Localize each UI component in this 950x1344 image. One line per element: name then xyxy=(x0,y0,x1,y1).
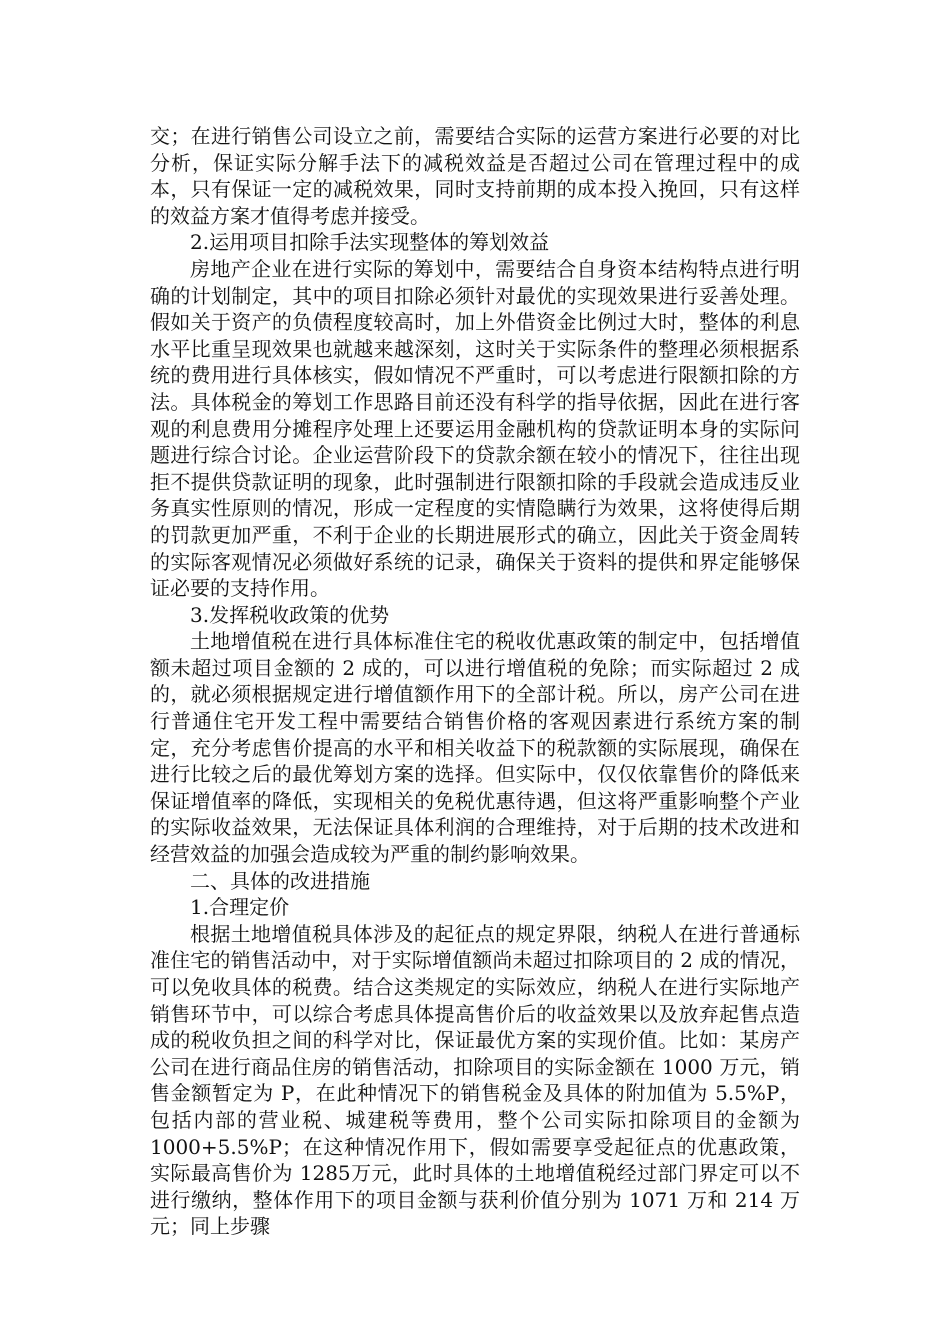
paragraph-continuation: 交；在进行销售公司设立之前，需要结合实际的运营方案进行必要的对比分析，保证实际分解手法下的减税效益是否超过公司在管理过程中的成本，只有保证一定的减税效果，同时支持前期的成本投入挽回，只有这样的效益方案才值得考虑并接受。 xyxy=(150,124,800,228)
paragraph-reasonable-pricing: 根据土地增值税具体涉及的起征点的规定界限，纳税人在进行普通标准住宅的销售活动中，对于实际增值额尚未超过扣除项目的 2 成的情况，可以免收具体的税费。结合这类规定的实际效应，纳税人在进行实际地产销售环节中，可以综合考虑具体提高售价后的收益效果以及放弃起售点造成的税收负担之间的科学对比，保证最优方案的实现价值。比如：某房产公司在进行商品住房的销售活动，扣除项目的实际金额在 1000 万元，销售金额暂定为 P，在此种情况下的销售税金及具体的附加值为 5.5%P，包括内部的营业税、城建税等费用，整个公司实际扣除项目的金额为 1000+5.5%P；在这种情况作用下，假如需要享受起征点的优惠政策，实际最高售价为 1285万元，此时具体的土地增值税经过部门界定可以不进行缴纳，整体作用下的项目金额与获利价值分别为 1071 万和 214 万元；同上步骤 xyxy=(150,921,800,1239)
chapter-heading-improvements: 二、具体的改进措施 xyxy=(190,868,370,893)
paragraph-tax-policy: 土地增值税在进行具体标准住宅的税收优惠政策的制定中，包括增值额未超过项目金额的 2 成的，可以进行增值税的免除；而实际超过 2 成的，就必须根据规定进行增值额作用下的全部计税。所以，房产公司在进行普通住宅开发工程中需要结合销售价格的客观因素进行系统方案的制定，充分考虑售价提高的水平和相关收益下的税款额的实际展现，确保在进行比较之后的最优筹划方案的选择。但实际中，仅仅依靠售价的降低来保证增值率的降低，实现相关的免税优惠待遇，但这将严重影响整个产业的实际收益效果，无法保证具体利润的合理维持，对于后期的技术改进和经营效益的加强会造成较为严重的制约影响效果。 xyxy=(150,629,800,867)
section-heading-2: 2.运用项目扣除手法实现整体的筹划效益 xyxy=(190,230,550,255)
paragraph-project-deduction: 房地产企业在进行实际的筹划中，需要结合自身资本结构特点进行明确的计划制定，其中的项目扣除必须针对最优的实现效果进行妥善处理。假如关于资产的负债程度较高时，加上外借资金比例过大时，整体的利息水平比重呈现效果也就越来越深刻，这时关于实际条件的整理必须根据系统的费用进行具体核实，假如情况不严重时，可以考虑进行限额扣除的方法。具体税金的筹划工作思路目前还没有科学的指导依据，因此在进行客观的利息费用分摊程序处理上还要运用金融机构的贷款证明本身的实际问题进行综合讨论。企业运营阶段下的贷款余额在较小的情况下，往往出现拒不提供贷款证明的现象，此时强制进行限额扣除的手段就会造成违反业务真实性原则的情况，形成一定程度的实情隐瞒行为效果，这将使得后期的罚款更加严重，不利于企业的长期进展形式的确立，因此关于资金周转的实际客观情况必须做好系统的记录，确保关于资料的提供和界定能够保证必要的支持作用。 xyxy=(150,256,800,601)
document-page xyxy=(150,123,800,1240)
section-heading-3: 3.发挥税收政策的优势 xyxy=(190,602,390,627)
section-heading-pricing: 1.合理定价 xyxy=(190,895,290,920)
